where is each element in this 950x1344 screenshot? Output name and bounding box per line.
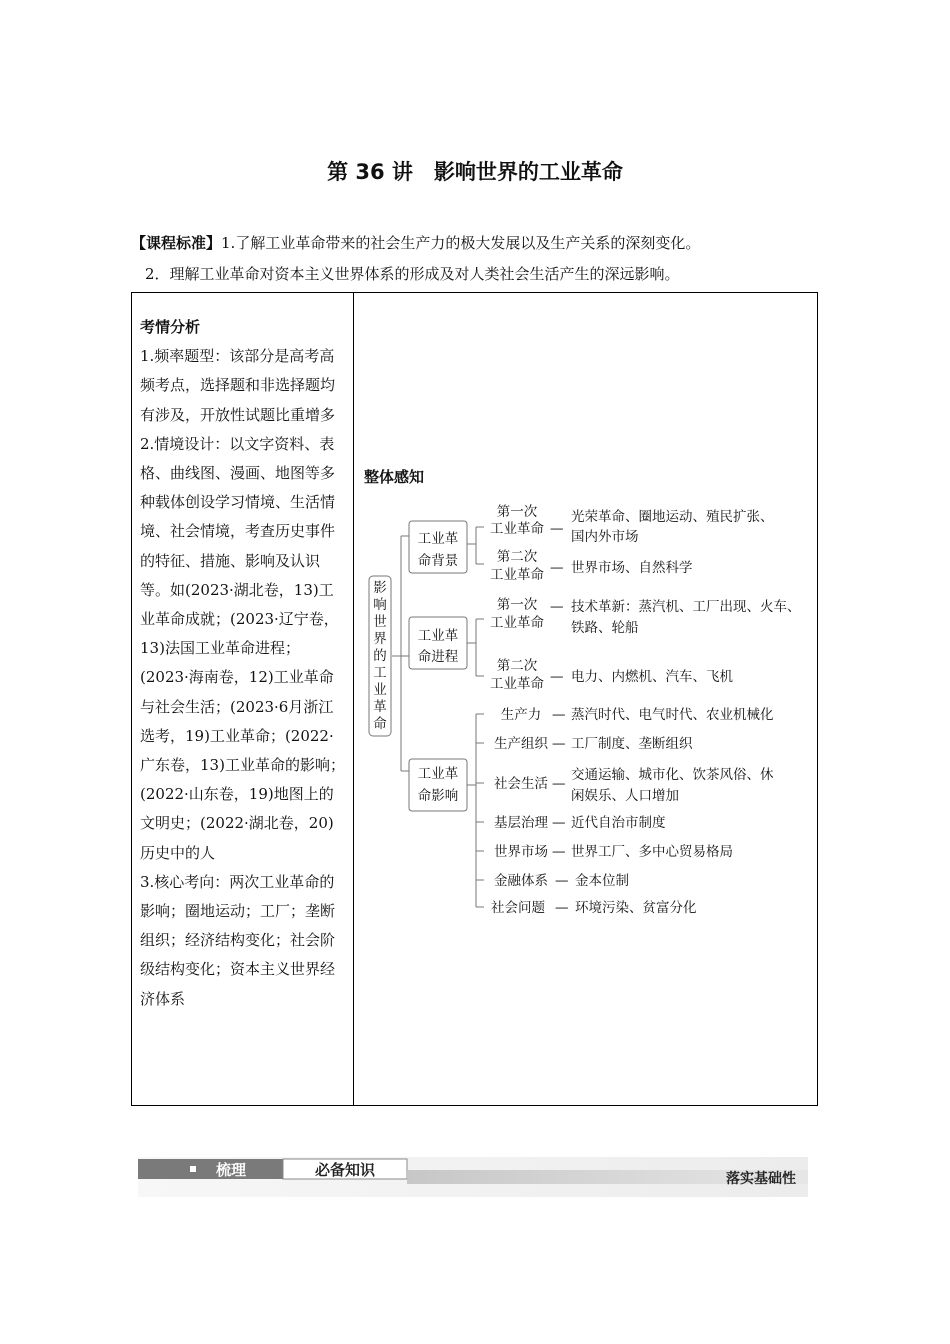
connector-dash: — bbox=[550, 599, 564, 615]
process-label-1: 工业革 bbox=[417, 628, 459, 644]
root-char-8: 命 bbox=[373, 716, 387, 732]
impact-key-governance: 基层治理 bbox=[494, 815, 548, 831]
root-char-4: 的 bbox=[373, 648, 387, 664]
impact-label-2: 命影响 bbox=[417, 788, 459, 804]
impact-key-finance: 金融体系 bbox=[494, 873, 548, 889]
impact-key-organization: 生产组织 bbox=[494, 736, 548, 752]
impact-text-productivity: 蒸汽时代、电气时代、农业机械化 bbox=[571, 707, 774, 723]
impact-text-finance: 金本位制 bbox=[575, 873, 629, 889]
proc-first-text-1: 技术革新：蒸汽机、工厂出现、火车、 bbox=[571, 599, 801, 615]
connector-dash: — bbox=[550, 669, 564, 685]
connector-dash: — bbox=[555, 873, 569, 889]
impact-text-organization: 工厂制度、垄断组织 bbox=[571, 736, 693, 752]
bg-first-revolution-2: 工业革命 bbox=[490, 521, 544, 537]
connector-dash: — bbox=[552, 844, 566, 860]
impact-key-world-market: 世界市场 bbox=[494, 844, 548, 860]
proc-first-revolution-2: 工业革命 bbox=[490, 615, 544, 631]
standard-item-2: 2．理解工业革命对资本主义世界体系的形成及对人类社会生活产生的深远影响。 bbox=[145, 265, 680, 283]
root-char-3: 界 bbox=[373, 631, 387, 647]
impact-key-productivity: 生产力 bbox=[500, 707, 542, 723]
banner-tab-label: 梳理 bbox=[216, 1161, 247, 1179]
bg-first-revolution-1: 第一次 bbox=[496, 504, 538, 520]
page-title: 第 36 讲 影响世界的工业革命 bbox=[327, 160, 623, 184]
mindmap-heading: 整体感知 bbox=[364, 468, 425, 486]
bg-first-text-1: 光荣革命、圈地运动、殖民扩张、 bbox=[571, 509, 774, 525]
connector-dash: — bbox=[550, 560, 564, 576]
root-char-1: 响 bbox=[373, 597, 387, 613]
section-banner bbox=[138, 1157, 808, 1197]
impact-text-social-life-2: 闲娱乐、人口增加 bbox=[571, 788, 679, 804]
root-char-6: 业 bbox=[373, 682, 387, 698]
exam-analysis-heading: 考情分析 bbox=[140, 318, 201, 336]
banner-square-icon bbox=[190, 1166, 196, 1172]
connector-dash: — bbox=[555, 900, 569, 916]
proc-first-revolution-1: 第一次 bbox=[496, 597, 538, 613]
proc-first-text-2: 铁路、轮船 bbox=[571, 620, 639, 636]
analysis-point-1: 1.频率题型：该部分是高考高频考点，选择题和非选择题均有涉及，开放性试题比重增多 bbox=[140, 347, 336, 424]
root-char-5: 工 bbox=[373, 665, 387, 681]
banner-subtitle: 必备知识 bbox=[314, 1161, 376, 1179]
analysis-point-3: 3.核心考向：两次工业革命的影响；圈地运动；工厂；垄断组织；经济结构变化；社会阶级结构变化；资本主义世界经济体系 bbox=[140, 872, 336, 1008]
connector-dash: — bbox=[550, 521, 564, 537]
standard-item-1: 1.了解工业革命带来的社会生产力的极大发展以及生产关系的深刻变化。 bbox=[221, 234, 701, 252]
background-label-1: 工业革 bbox=[417, 531, 459, 547]
bg-second-text: 世界市场、自然科学 bbox=[571, 560, 693, 576]
proc-second-revolution-1: 第二次 bbox=[496, 658, 538, 674]
root-char-0: 影 bbox=[373, 580, 387, 596]
banner-right-label: 落实基础性 bbox=[726, 1171, 796, 1187]
bg-second-revolution-1: 第二次 bbox=[496, 549, 538, 565]
bg-second-revolution-2: 工业革命 bbox=[490, 567, 544, 583]
proc-second-text: 电力、内燃机、汽车、飞机 bbox=[571, 669, 733, 685]
impact-text-governance: 近代自治市制度 bbox=[571, 815, 666, 831]
bg-first-text-2: 国内外市场 bbox=[571, 529, 639, 545]
connector-dash: — bbox=[552, 815, 566, 831]
banner-tab bbox=[138, 1159, 283, 1179]
background-label-2: 命背景 bbox=[417, 553, 459, 569]
impact-text-social-life-1: 交通运输、城市化、饮茶风俗、休 bbox=[571, 767, 774, 783]
impact-label-1: 工业革 bbox=[417, 766, 459, 782]
connector-dash: — bbox=[552, 776, 566, 792]
root-char-2: 世 bbox=[373, 614, 387, 630]
connector-dash: — bbox=[552, 736, 566, 752]
impact-key-social-life: 社会生活 bbox=[494, 776, 548, 792]
connector-dash: — bbox=[552, 707, 566, 723]
root-char-7: 革 bbox=[373, 699, 387, 715]
impact-text-world-market: 世界工厂、多中心贸易格局 bbox=[571, 844, 733, 860]
process-label-2: 命进程 bbox=[417, 649, 459, 665]
impact-key-social-problems: 社会问题 bbox=[491, 900, 545, 916]
impact-text-social-problems: 环境污染、贫富分化 bbox=[575, 900, 697, 916]
proc-second-revolution-2: 工业革命 bbox=[490, 676, 544, 692]
analysis-point-2: 2.情境设计：以文字资料、表格、曲线图、漫画、地图等多种载体创设学习情境、生活情境、社会情境，考查历史事件的特征、措施、影响及认识等。如(2023·湖北卷，13)工业革命成就；(2023·辽宁卷，13)法国工业革命进程；(2023·海南卷，12)工业革命与社会生活；(2023·6月浙江选考，19)工业革命；(2022·广东卷，13)工业革命的影响；(2022·山东卷，19)地图上的文明史；(2022·湖北卷，20)历史中的人 bbox=[140, 434, 345, 862]
curriculum-standard-tag: 【课程标准】 bbox=[131, 234, 222, 252]
